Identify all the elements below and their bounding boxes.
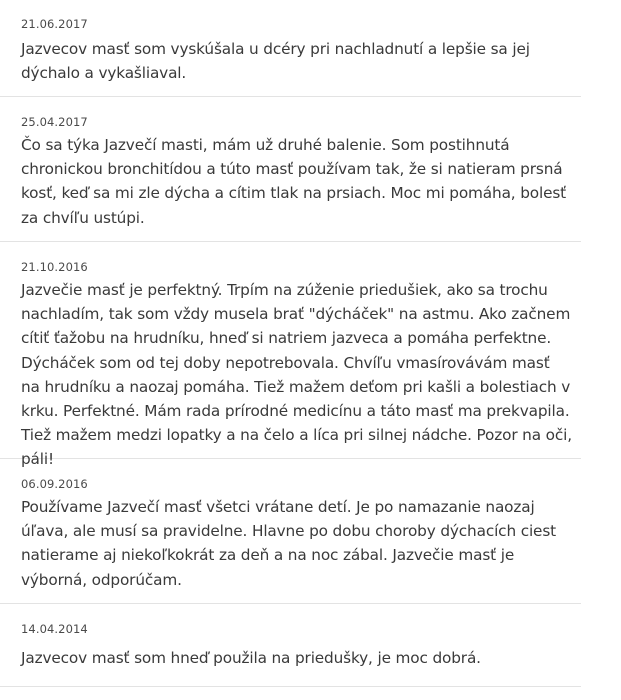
review-text: Čo sa týka Jazvečí masti, mám už druhé balenie. Som postihnutá chronickou bronchitídou a túto masť používam tak, že si natieram prsná kosť, keď sa mi zle dýcha a cítim tlak na prsiach. Moc mi pomáha, bolesť za chvíľu ustúpi. [21, 136, 567, 227]
review-date: 25.04.2017 [21, 115, 88, 129]
review-date: 21.10.2016 [21, 260, 88, 274]
review-item [0, 459, 581, 604]
review-date: 21.06.2017 [21, 17, 88, 31]
review-text: Jazvecov masť som vyskúšala u dcéry pri nachladnutí a lepšie sa jej dýchalo a vykašliaval. [21, 40, 530, 83]
review-text: Používame Jazvečí masť všetci vrátane detí. Je po namazanie naozaj úľava, ale musí sa pravidelne. Hlavne po dobu choroby dýchacích ciest natierame aj niekoľkokrát za deň a na noc zábal. Jazvečie masť je výborná, odporúčam. [21, 498, 556, 589]
review-text: Jazvecov masť som hneď použila na priedušky, je moc dobrá. [21, 649, 481, 667]
review-text: Jazvečie masť je perfektný. Trpím na zúženie priedušiek, ako sa trochu nachladím, tak som vždy musela brať "dýcháček" na astmu. Ako začnem cítiť ťažobu na hrudníku, hneď si natriem jazveca a pomáha perfektne. Dýcháček som od tej doby nepotrebovala. Chvíľu vmasírovávám masť na hrudníku a naozaj pomáha. Tiež mažem deťom pri kašli a bolestiach v krku. Perfektné. Mám rada prírodné medicínu a táto masť ma prekvapila. Tiež mažem medzi lopatky a na čelo a líca pri silnej nádche. Pozor na oči, páli! [21, 281, 572, 469]
review-item [0, 604, 581, 687]
review-item [0, 242, 581, 469]
review-date: 06.09.2016 [21, 477, 88, 491]
review-date: 14.04.2014 [21, 622, 88, 636]
review-item [0, 97, 581, 242]
review-item [0, 0, 581, 97]
